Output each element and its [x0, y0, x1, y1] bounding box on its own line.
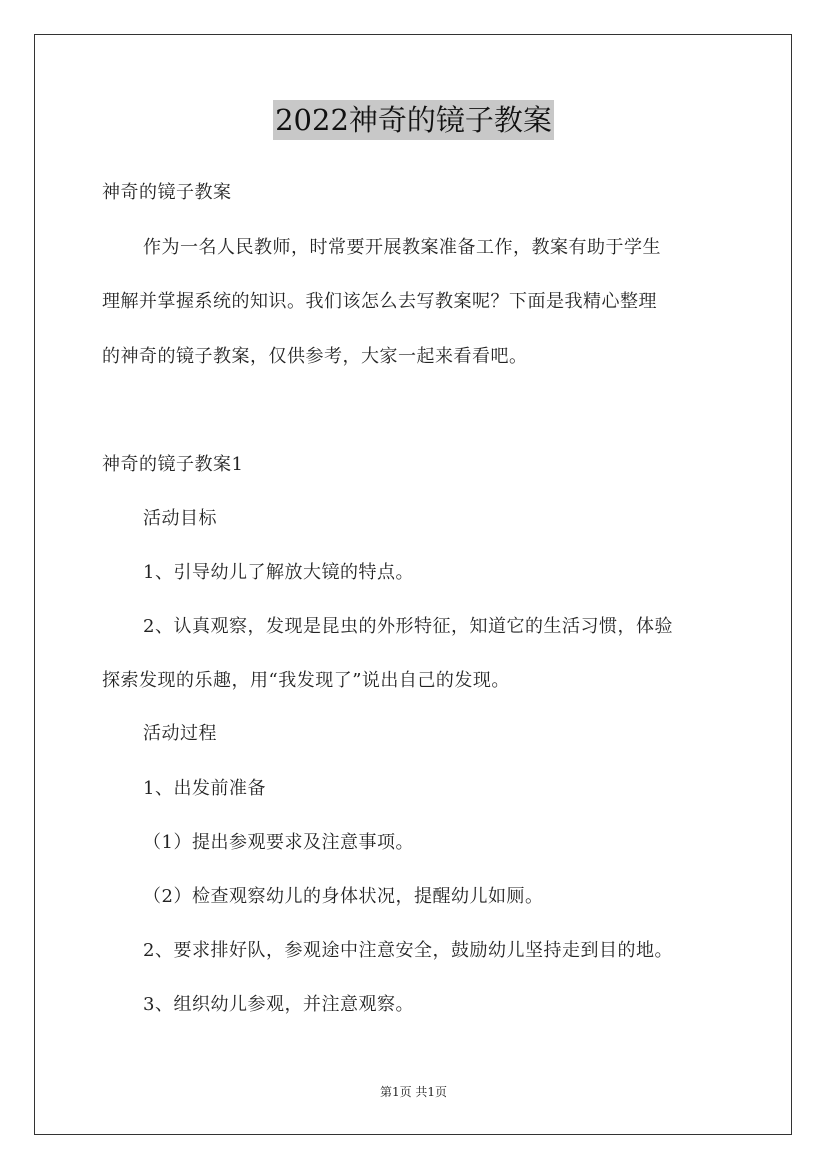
- goal-1: 1、引导幼儿了解放大镜的特点。: [143, 562, 414, 583]
- intro-line-2: 理解并掌握系统的知识。我们该怎么去写教案呢？下面是我精心整理: [102, 291, 657, 312]
- doc-heading: 神奇的镜子教案: [102, 182, 232, 203]
- title-container: [0, 100, 827, 140]
- step-3: 3、组织幼儿参观，并注意观察。: [143, 994, 414, 1015]
- intro-line-3: 的神奇的镜子教案，仅供参考，大家一起来看看吧。: [102, 346, 528, 367]
- process-label: 活动过程: [143, 723, 217, 744]
- step-1: 1、出发前准备: [143, 778, 266, 799]
- document-title: 2022神奇的镜子教案: [273, 100, 554, 140]
- goals-label: 活动目标: [143, 508, 217, 529]
- step-1-a: （1）提出参观要求及注意事项。: [143, 832, 414, 853]
- page-footer: 第1页 共1页: [379, 1085, 448, 1099]
- intro-line-1: 作为一名人民教师，时常要开展教案准备工作，教案有助于学生: [143, 237, 661, 258]
- goal-2-line-2: 探索发现的乐趣，用“我发现了”说出自己的发现。: [102, 670, 510, 691]
- section-heading: 神奇的镜子教案1: [102, 454, 244, 475]
- step-1-b: （2）检查观察幼儿的身体状况，提醒幼儿如厕。: [143, 886, 544, 907]
- step-2: 2、要求排好队，参观途中注意安全，鼓励幼儿坚持走到目的地。: [143, 940, 673, 961]
- goal-2-line-1: 2、认真观察，发现是昆虫的外形特征，知道它的生活习惯，体验: [143, 616, 673, 637]
